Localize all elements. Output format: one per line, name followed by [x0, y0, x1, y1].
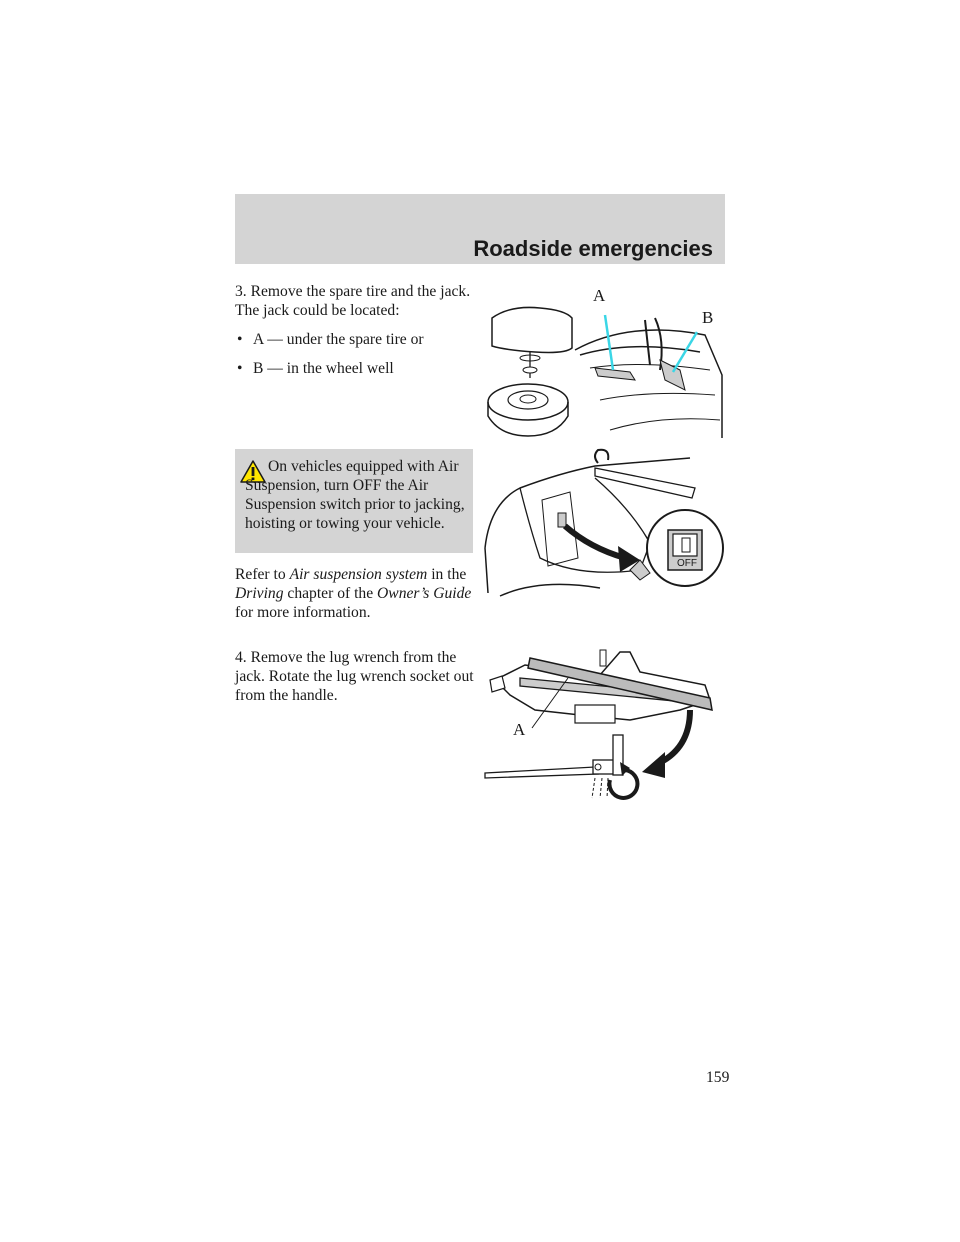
- warning-text: On vehicles equipped with Air Suspension, turn OFF the Air Suspension switch prior to jacking, hoisting or towing your vehicle.: [245, 458, 465, 532]
- page-number: 159: [706, 1069, 730, 1086]
- header-band: [235, 194, 725, 264]
- ref-driving-chapter: Driving: [235, 585, 284, 602]
- figure-air-suspension-switch: [480, 448, 725, 610]
- callout-a: A: [513, 720, 526, 739]
- step-4-text: 4. Remove the lug wrench from the jack. Rotate the lug wrench socket out from the handle.: [235, 649, 474, 704]
- callout-a: A: [593, 286, 606, 305]
- bullet-mark: •: [237, 331, 243, 348]
- bullet-mark: •: [237, 360, 243, 377]
- refer-mid1: in the: [427, 566, 467, 583]
- ref-owners-guide: Owner’s Guide: [377, 585, 472, 602]
- figure-jack-lug-wrench: [480, 640, 725, 805]
- section-title: Roadside emergencies: [473, 236, 713, 261]
- warning-box: [235, 449, 473, 553]
- list-item: [235, 359, 475, 378]
- reference-paragraph: [235, 565, 479, 622]
- figure-spare-tire-trunk: [480, 280, 725, 440]
- list-item: [235, 330, 475, 349]
- refer-suffix: for more information.: [235, 604, 371, 621]
- callout-b: B: [702, 308, 714, 327]
- refer-mid2: chapter of the: [283, 585, 378, 602]
- refer-prefix: Refer to: [235, 566, 290, 583]
- bullet-text: A — under the spare tire or: [253, 331, 424, 348]
- switch-off-label: OFF: [677, 558, 697, 569]
- bullet-text: B — in the wheel well: [253, 360, 394, 377]
- step-3-text: 3. Remove the spare tire and the jack. The jack could be located:: [235, 283, 471, 319]
- jack-location-list: [235, 330, 475, 388]
- ref-air-suspension-system: Air suspension system: [289, 566, 428, 583]
- trunk-switch-illustration: [480, 448, 725, 610]
